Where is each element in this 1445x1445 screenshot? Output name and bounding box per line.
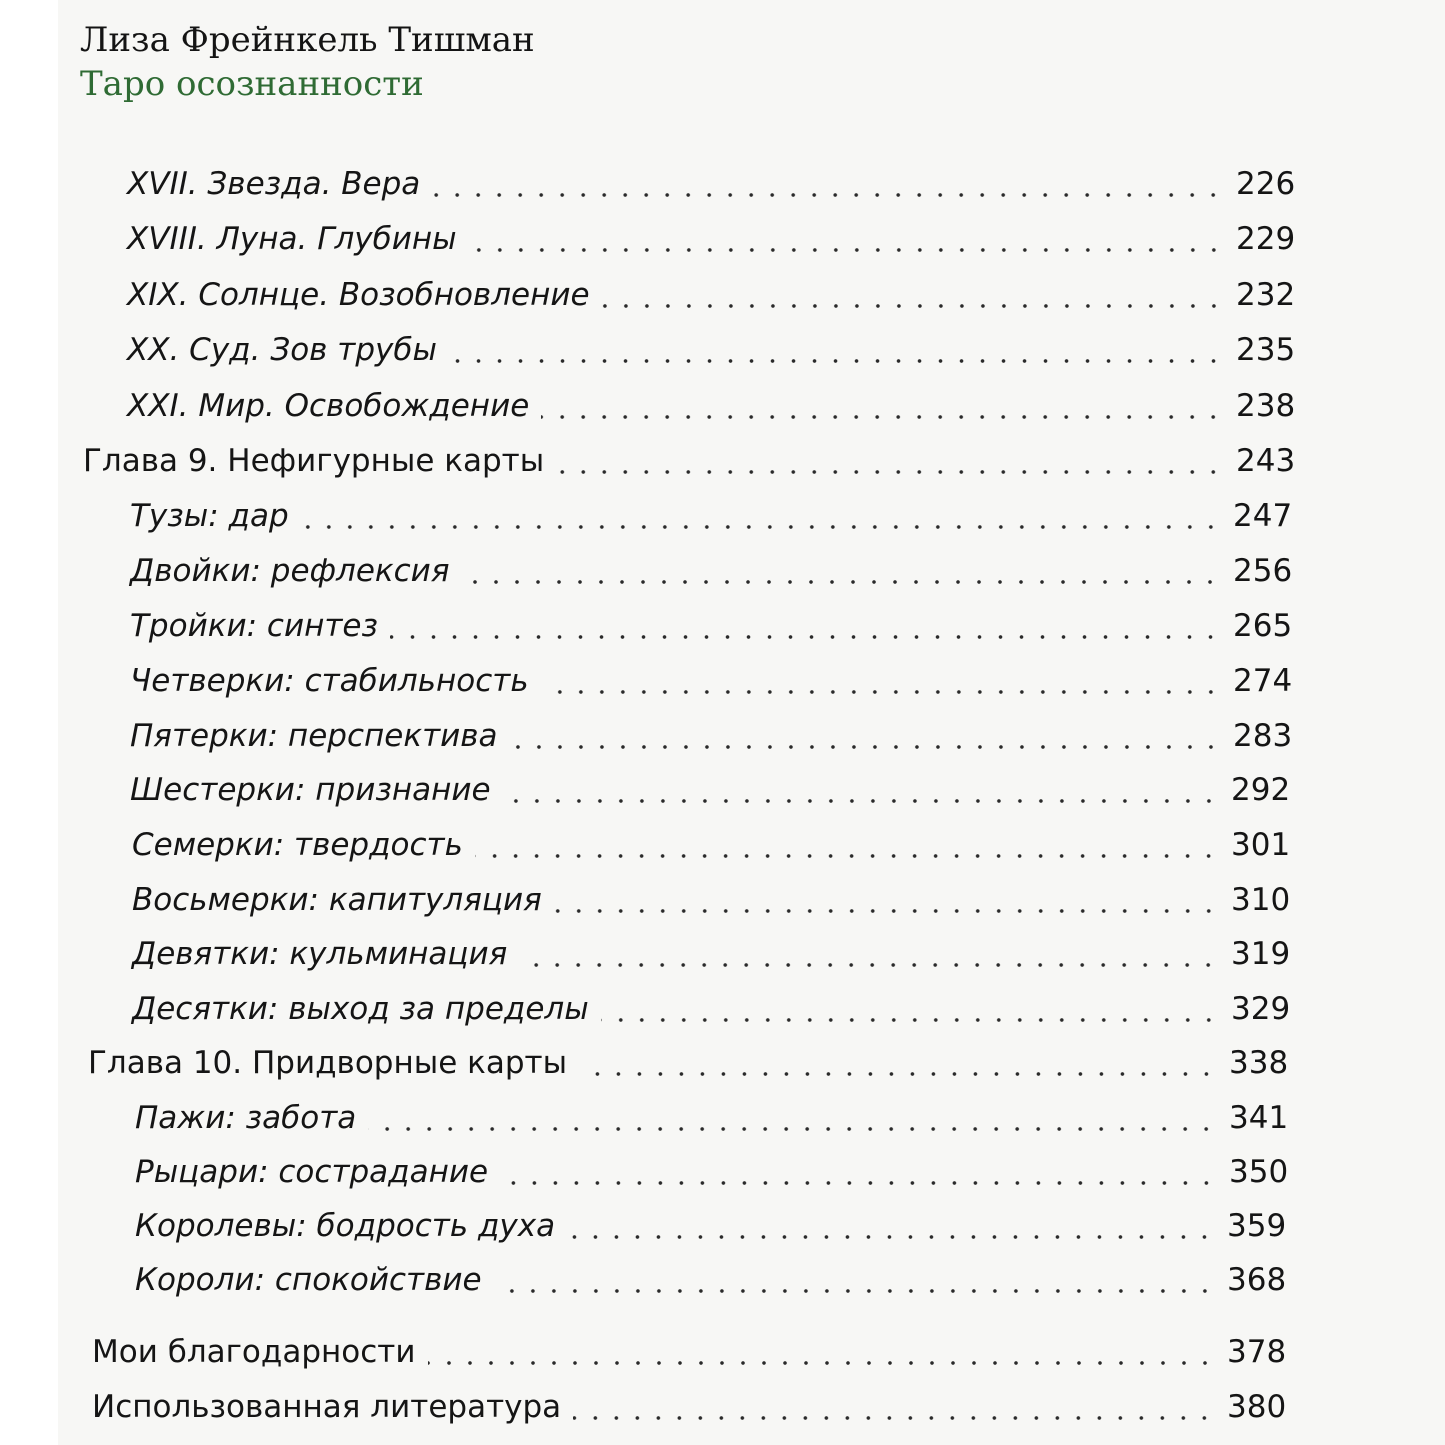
toc-entry-page: 359	[1227, 1208, 1287, 1244]
dot-leader	[503, 799, 1219, 803]
author-name: Лиза Фрейнкель Тишман	[80, 20, 535, 60]
toc-entry-label: Пажи: забота	[135, 1100, 357, 1136]
toc-entry-label: Двойки: рефлексия	[130, 553, 450, 589]
toc-chapter	[0, 1330, 1445, 1374]
toc-entry-page: 329	[1231, 991, 1291, 1027]
dot-leader	[556, 470, 1224, 474]
dot-leader	[519, 963, 1219, 967]
toc-entry-page: 265	[1233, 608, 1293, 644]
dot-leader	[554, 909, 1219, 913]
dot-leader	[601, 1018, 1219, 1022]
dot-leader	[579, 1072, 1217, 1076]
toc-entry	[0, 1204, 1445, 1248]
toc-entry-page: 274	[1233, 663, 1293, 699]
toc-entry	[0, 768, 1445, 812]
toc-entry-page: 238	[1236, 388, 1296, 424]
toc-entry-page: 310	[1231, 882, 1291, 918]
toc-entry	[0, 384, 1445, 428]
book-title: Таро осознанности	[80, 64, 424, 104]
toc-chapter-label: Глава 9. Нефигурные карты	[83, 443, 545, 479]
toc-entry-page: 247	[1233, 498, 1293, 534]
toc-entry-label: Четверки: стабильность	[130, 663, 529, 699]
toc-chapter	[0, 1385, 1445, 1429]
toc-entry-page: 350	[1229, 1154, 1289, 1190]
dot-leader	[469, 248, 1224, 252]
dot-leader	[510, 745, 1221, 749]
toc-entry-label: Тузы: дар	[130, 498, 289, 534]
toc-entry-label: XXI. Мир. Освобождение	[127, 388, 530, 424]
dot-leader	[541, 415, 1224, 419]
toc-entry-page: 229	[1236, 221, 1296, 257]
dot-leader	[301, 525, 1221, 529]
dot-leader	[449, 359, 1224, 363]
toc-chapter-label: Мои благодарности	[92, 1334, 416, 1370]
toc-entry	[0, 1258, 1445, 1302]
toc-entry-page: 301	[1231, 827, 1291, 863]
toc-entry	[0, 549, 1445, 593]
toc-entry-label: Рыцари: сострадание	[135, 1154, 489, 1190]
toc-entry	[0, 604, 1445, 648]
toc-entry-label: Шестерки: признание	[130, 772, 491, 808]
toc-chapter-label: Использованная литература	[92, 1389, 562, 1425]
toc-entry-label: Восьмерки: капитуляция	[132, 882, 542, 918]
toc-entry-label: Короли: спокойствие	[135, 1262, 482, 1298]
toc-entry-label: Девятки: кульминация	[132, 936, 508, 972]
dot-leader	[461, 580, 1221, 584]
toc-entry	[0, 714, 1445, 758]
dot-leader	[368, 1127, 1217, 1131]
dot-leader	[573, 1416, 1215, 1420]
toc-entry-label: Тройки: синтез	[130, 608, 378, 644]
dot-leader	[602, 304, 1224, 308]
toc-entry	[0, 659, 1445, 703]
toc-entry-page: 283	[1233, 718, 1293, 754]
toc-entry-label: Семерки: твердость	[132, 827, 463, 863]
dot-leader	[432, 193, 1224, 197]
toc-entry	[0, 273, 1445, 317]
toc-entry-page: 319	[1231, 936, 1291, 972]
toc-entry	[0, 494, 1445, 538]
toc-entry-page: 341	[1229, 1100, 1289, 1136]
dot-leader	[567, 1235, 1215, 1239]
toc-entry	[0, 987, 1445, 1031]
toc-entry-page: 368	[1227, 1262, 1287, 1298]
toc-entry	[0, 162, 1445, 206]
toc-entry-label: XVII. Звезда. Вера	[127, 166, 421, 202]
toc-entry-page: 235	[1236, 332, 1296, 368]
toc-entry	[0, 217, 1445, 261]
toc-entry	[0, 1096, 1445, 1140]
dot-leader	[494, 1289, 1215, 1293]
toc-entry-page: 232	[1236, 277, 1296, 313]
toc-entry-label: Пятерки: перспектива	[130, 718, 498, 754]
toc-chapter-page: 338	[1229, 1045, 1289, 1081]
toc-entry-label: XVIII. Луна. Глубины	[127, 221, 457, 257]
toc-entry	[0, 823, 1445, 867]
toc-entry-page: 292	[1231, 772, 1291, 808]
toc-entry	[0, 1150, 1445, 1194]
toc-entry	[0, 328, 1445, 372]
dot-leader	[390, 635, 1221, 639]
toc-entry-label: Десятки: выход за пределы	[132, 991, 589, 1027]
toc-chapter	[0, 439, 1445, 483]
dot-leader	[428, 1361, 1216, 1365]
toc-entry-page: 256	[1233, 553, 1293, 589]
toc-entry-page: 226	[1236, 166, 1296, 202]
toc-entry-label: Королевы: бодрость духа	[135, 1208, 556, 1244]
dot-leader	[500, 1181, 1217, 1185]
toc-chapter-page: 380	[1227, 1389, 1287, 1425]
toc-chapter-page: 378	[1227, 1334, 1287, 1370]
toc-entry-label: XIX. Солнце. Возобновление	[127, 277, 590, 313]
toc-chapter-page: 243	[1236, 443, 1296, 479]
toc-entry	[0, 932, 1445, 976]
dot-leader	[541, 690, 1221, 694]
toc-chapter	[0, 1041, 1445, 1085]
toc-chapter-label: Глава 10. Придворные карты	[88, 1045, 568, 1081]
dot-leader	[475, 854, 1219, 858]
toc-entry-label: XX. Суд. Зов трубы	[127, 332, 437, 368]
toc-entry	[0, 878, 1445, 922]
